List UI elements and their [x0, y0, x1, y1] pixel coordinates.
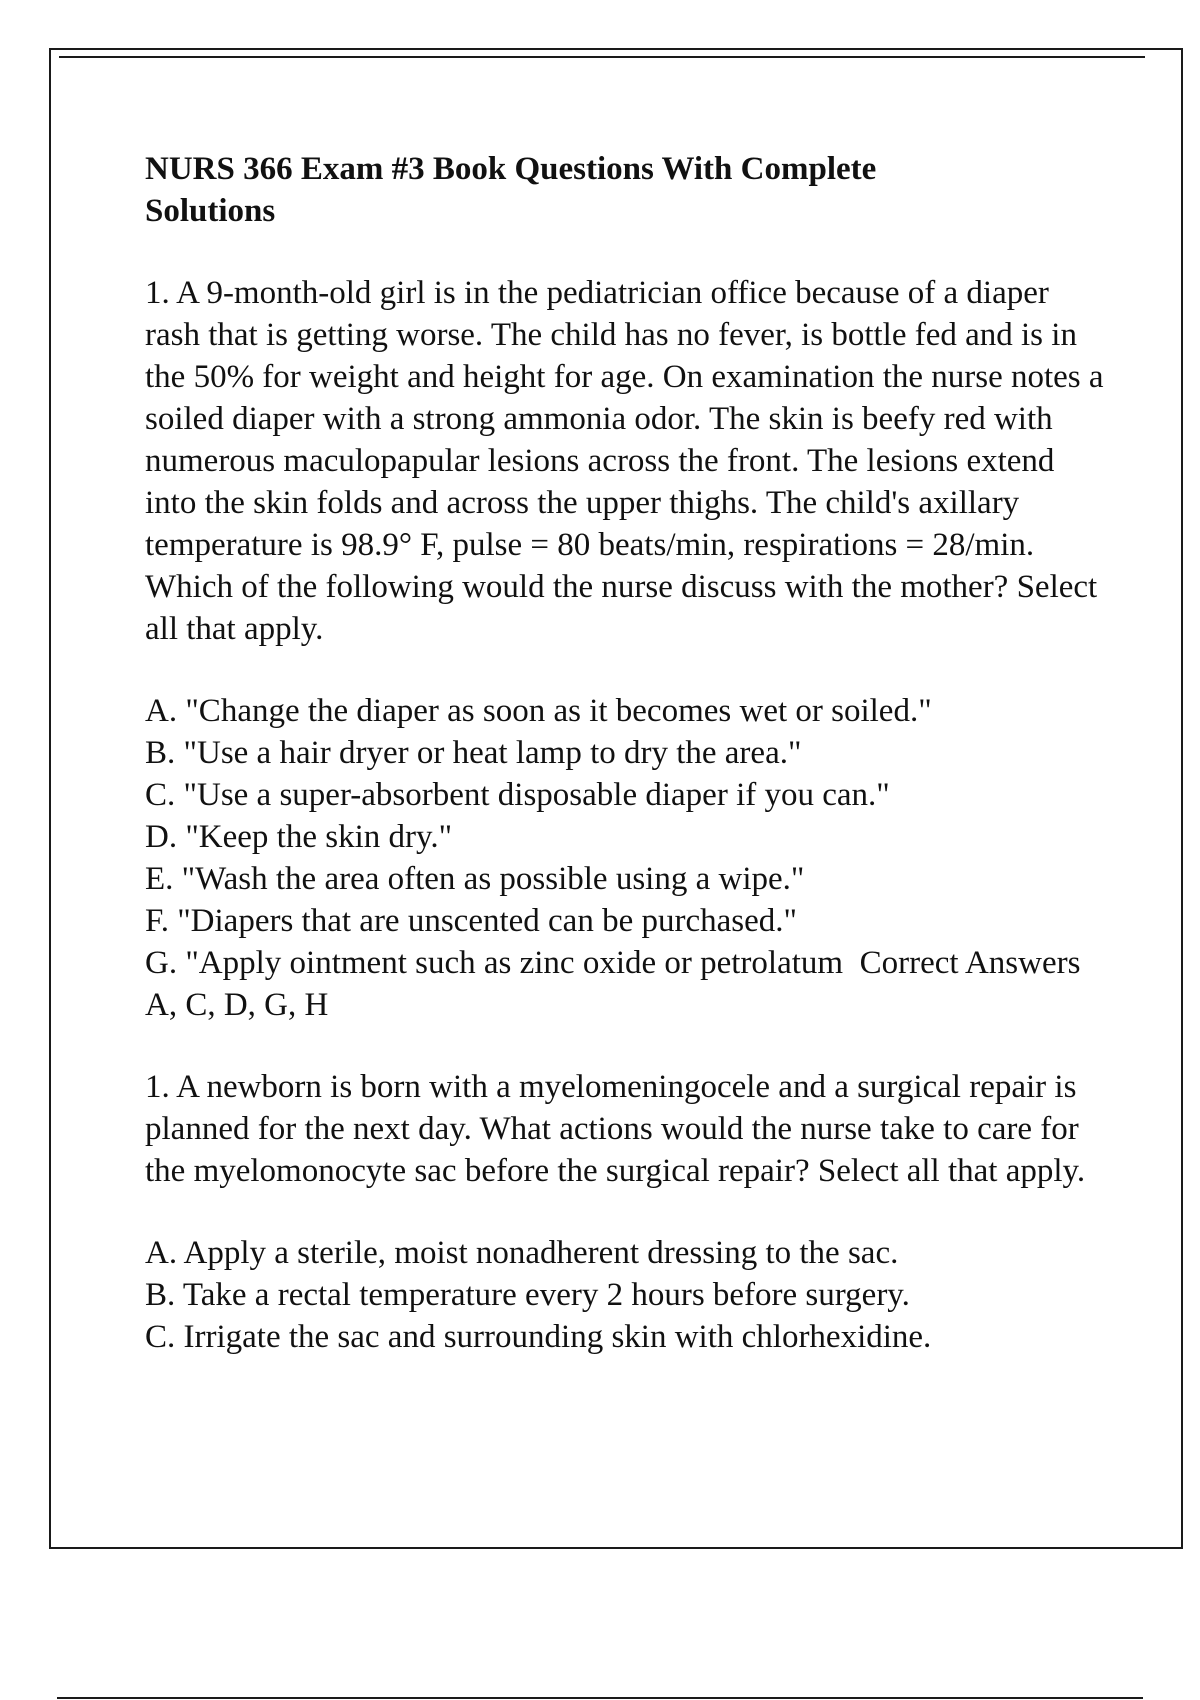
question-2-option-a: A. Apply a sterile, moist nonadherent dressing to the sac.	[145, 1235, 899, 1271]
question-1-option-f: F. "Diapers that are unscented can be purchased."	[145, 903, 797, 939]
bottom-rule	[57, 1697, 1143, 1699]
question-1-option-c: C. "Use a super-absorbent disposable diaper if you can."	[145, 777, 890, 813]
question-1-option-g-with-answers: G. "Apply ointment such as zinc oxide or petrolatum Correct Answers A, C, D, G, H	[145, 945, 1096, 1023]
question-2-option-b: B. Take a rectal temperature every 2 hours before surgery.	[145, 1277, 910, 1313]
question-1-options	[145, 690, 1105, 1026]
question-1-stem: 1. A 9-month-old girl is in the pediatrician office because of a diaper rash that is getting worse. The child has no fever, is bottle fed and is in the 50% for weight and height for age. On examination the nurse notes a soiled diaper with a strong ammonia odor. The skin is beefy red with numerous maculopapular lesions across the front. The lesions extend into the skin folds and across the upper thighs. The child's axillary temperature is 98.9° F, pulse = 80 beats/min, respirations = 28/min. Which of the following would the nurse discuss with the mother? Select all that apply.	[145, 275, 1104, 647]
question-2-options	[145, 1232, 1105, 1358]
top-rule	[59, 56, 1145, 58]
document-title: NURS 366 Exam #3 Book Questions With Complete Solutions	[145, 151, 877, 229]
question-2-stem: 1. A newborn is born with a myelomeningocele and a surgical repair is planned for the next day. What actions would the nurse take to care for the myelomonocyte sac before the surgical repair? Select all that apply.	[145, 1069, 1086, 1189]
question-1-option-b: B. "Use a hair dryer or heat lamp to dry the area."	[145, 735, 802, 771]
question-2-option-c: C. Irrigate the sac and surrounding skin with chlorhexidine.	[145, 1319, 932, 1355]
document-body	[145, 148, 1105, 1398]
question-1-option-d: D. "Keep the skin dry."	[145, 819, 453, 855]
question-1-option-a: A. "Change the diaper as soon as it becomes wet or soiled."	[145, 693, 932, 729]
question-1-option-e: E. "Wash the area often as possible using a wipe."	[145, 861, 805, 897]
